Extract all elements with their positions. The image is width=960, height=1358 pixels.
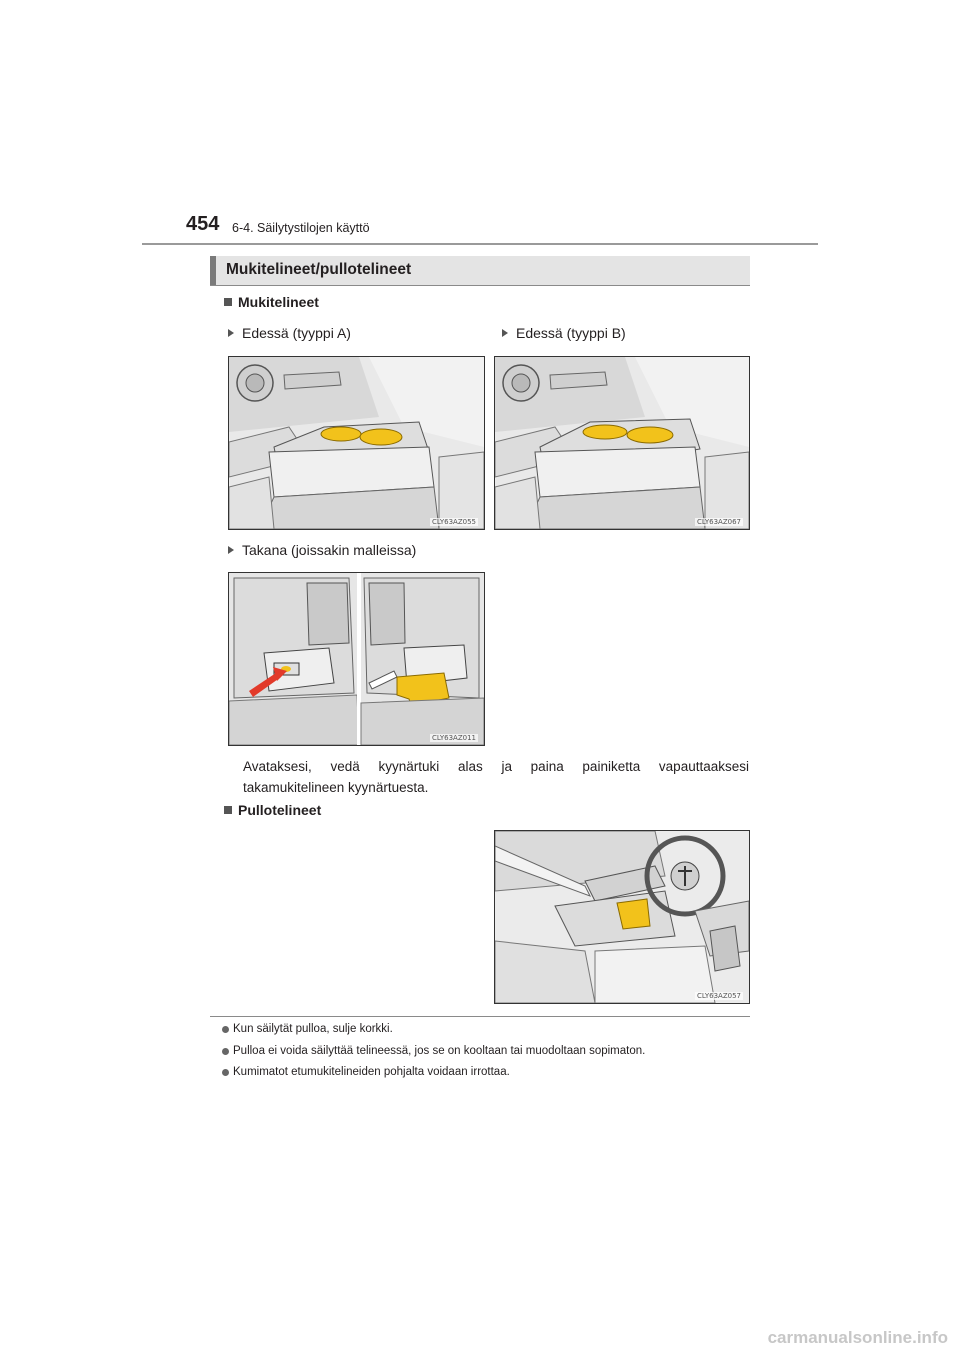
- notes-divider: [210, 1016, 750, 1017]
- front-cup-holder-type-b-illustration: [494, 356, 750, 530]
- bottle-holder-illustration: [494, 830, 750, 1004]
- rear-armrest-illustration: [229, 573, 484, 745]
- triangle-bullet-icon: [228, 546, 234, 554]
- watermark: carmanualsonline.info: [767, 1328, 948, 1347]
- triangle-bullet-icon: [502, 329, 508, 337]
- triangle-bullet-icon: [228, 329, 234, 337]
- note-text: Pulloa ei voida säilyttää telineessä, jos se on kooltaan tai muodoltaan sopimaton.: [233, 1045, 646, 1057]
- bottle-holders-heading-text: Pullotelineet: [238, 802, 322, 818]
- page-number: 454: [186, 213, 220, 235]
- bullet-dot-icon: [222, 1069, 229, 1076]
- header-divider: [142, 243, 818, 245]
- cup-holders-heading-text: Mukitelineet: [238, 294, 319, 310]
- door-bottle-holder-illustration: [495, 831, 749, 1003]
- bottle-holders-heading: [224, 802, 321, 818]
- section-accent-bar: [210, 256, 216, 285]
- square-bullet-icon: [224, 806, 232, 814]
- section-header: [210, 256, 750, 286]
- square-bullet-icon: [224, 298, 232, 306]
- front-type-b-text: Edessä (tyyppi B): [516, 325, 626, 341]
- front-type-a-text: Edessä (tyyppi A): [242, 325, 351, 341]
- note-item: [222, 1023, 393, 1035]
- rear-cup-holder-illustration: [228, 572, 485, 746]
- bullet-dot-icon: [222, 1048, 229, 1055]
- rear-cup-holder-label: [228, 542, 416, 558]
- section-title: Mukitelineet/pullotelineet: [226, 261, 412, 278]
- bullet-dot-icon: [222, 1026, 229, 1033]
- console-illustration-b: [495, 357, 749, 529]
- console-illustration-a: [229, 357, 484, 529]
- figure-code: CLY63AZ011: [432, 734, 476, 742]
- note-text: Kumimatot etumukitelineiden pohjalta voidaan irrottaa.: [233, 1066, 510, 1078]
- front-cup-holder-type-a-illustration: [228, 356, 485, 530]
- chapter-title: 6-4. Säilytystilojen käyttö: [232, 221, 370, 235]
- cup-holders-heading: [224, 294, 319, 310]
- note-item: [222, 1045, 645, 1057]
- rear-cup-holder-instructions: Avataksesi, vedä kyynärtuki alas ja paina painiketta vapauttaaksesi takamukitelineen kyynärtuesta.: [243, 759, 749, 795]
- note-item: [222, 1066, 510, 1078]
- note-text: Kun säilytät pulloa, sulje korkki.: [233, 1023, 393, 1035]
- figure-code: CLY63AZ055: [432, 518, 476, 526]
- figure-code: CLY63AZ057: [697, 992, 741, 1000]
- front-type-a-label: [228, 325, 351, 341]
- figure-code: CLY63AZ067: [697, 518, 741, 526]
- rear-cup-holder-text: Takana (joissakin malleissa): [242, 542, 417, 558]
- front-type-b-label: [502, 325, 626, 341]
